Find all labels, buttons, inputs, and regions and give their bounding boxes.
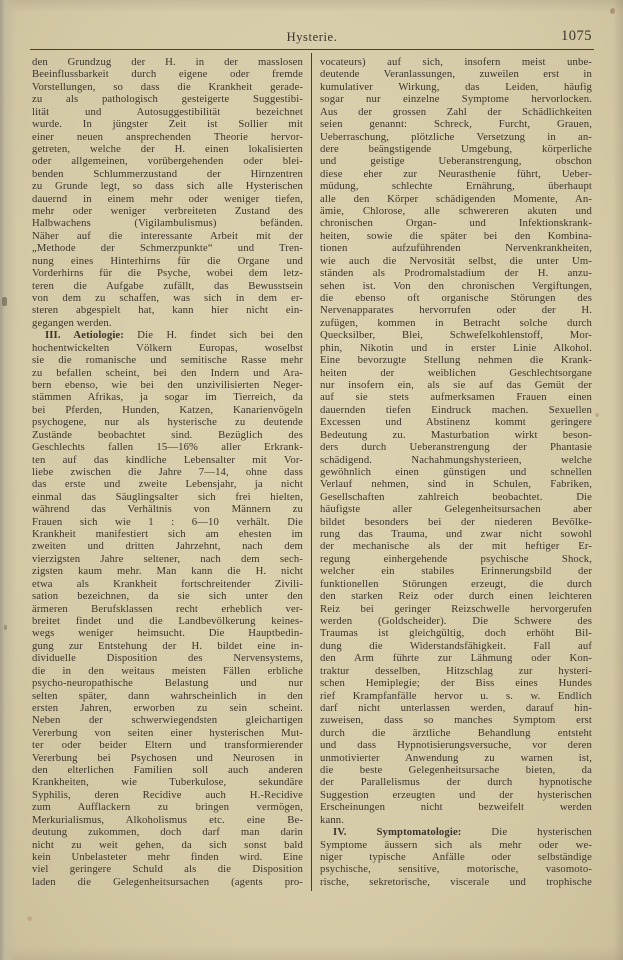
text-line: phin, Nikotin und in erster Linie Alkohol. [320, 341, 592, 354]
text-line: stämmen Afrikas, ja sogar im Tierreich, da [32, 391, 303, 404]
text-line: Verlauf nehmen, sind in Schulen, Fabriken, [320, 478, 592, 491]
paragraph [320, 56, 592, 826]
paragraph [320, 826, 592, 888]
text-line: gewöhnlich einen günstigen und schnellen [320, 465, 592, 478]
text-line: heiten, sowie die später bei den Kombina- [320, 229, 592, 242]
text-line: zu Grunde legt, so dass sich alle Hysterischen [32, 180, 303, 193]
text-line: Zustände beobachtet sind. Bezüglich des [32, 428, 303, 441]
text-line: ständen als Prodromalstadium der H. anzu- [320, 267, 592, 280]
text-line: werden (Goldscheider). Die Schwere des [320, 614, 592, 627]
text-line: ersten Jahren, erworben zu sein scheint. [32, 701, 303, 714]
text-line: den Grundzug der H. in der masslosen [32, 56, 303, 68]
text-line: Neben der schwerwiegendsten gleichartigen [32, 714, 303, 727]
text-line: funktionellen Störungen erzeugt, die durch [320, 577, 592, 590]
text-line: Beeinflussbarkeit durch eigene oder fremde [32, 68, 303, 81]
text-line: Vorstellungen, so dass die Krankheit gerade- [32, 80, 303, 93]
text-line: kumulativer Wirkung, das Leiden, häufig [320, 80, 592, 93]
text-line: den Arm führte zur Lähmung oder Kon- [320, 652, 592, 665]
text-line: der mechanische als der mit heftiger Er- [320, 540, 592, 553]
text-line: und dass Hypnotisierungsversuche, vor deren [320, 739, 592, 752]
text-line: wegs weniger heimsucht. Die Hauptbedin- [32, 627, 303, 640]
text-line: bildet besonders bei der niederen Bevölke- [320, 515, 592, 528]
text-line: Vererbung bei Psychosen und Neurosen in [32, 751, 303, 764]
text-line: schädigend. Nachahmungshysterieen, welche [320, 453, 592, 466]
text-line: psychische, sensitive, motorische, vasomoto- [320, 863, 592, 876]
text-line: sogar nur einzelne Symptome hervorlocken. [320, 93, 592, 106]
page-header [32, 30, 592, 48]
scan-speck [595, 413, 599, 417]
text-line: lität und Autosuggestibilität bezeichnet [32, 105, 303, 118]
text-line: sehen ist. Von den chronischen Vergiftungen, [320, 279, 592, 292]
text-line: durch die ärztliche Behandlung entsteht [320, 726, 592, 739]
text-line: alle den Körper schädigenden Momente, An- [320, 192, 592, 205]
text-line: selten später, dann wahrscheinlich in den [32, 689, 303, 702]
text-line: chronischen Organ- und Infektionskrank- [320, 217, 592, 230]
text-line: Traumas ist gleichgültig, doch erhöht Bil- [320, 627, 592, 640]
text-line: rung das Trauma, und zwar nicht sowohl [320, 528, 592, 541]
text-line: den starken Reiz oder durch einen leichteren [320, 590, 592, 603]
text-line: zufügen, kommen in Betracht solche durch [320, 316, 592, 329]
text-line: zigsten kaum mehr. Man kann die H. nicht [32, 565, 303, 578]
text-line: niger typische Anfälle oder selbständige [320, 851, 592, 863]
text-line: unmotivierter Anwendung zu warnen ist, [320, 751, 592, 764]
text-line: deutung zukommen, doch darf man darin [32, 826, 303, 839]
text-line: IV. Symptomatologie: Die hysterischen [333, 826, 592, 839]
text-line: Vorderhirns für die Psyche, wobei dem letz- [32, 267, 303, 280]
text-line: ders durch Ueberanstrengung der Phantasie [320, 441, 592, 454]
header-rule [30, 49, 594, 50]
text-line: Quecksilber, Blei, Schwefelkohlenstoff, Mor- [320, 329, 592, 342]
text-line: die ebenso oft organische Störungen des [320, 292, 592, 305]
text-line: psychogene, nur als hysterische zu deutende [32, 416, 303, 429]
text-line: zuweisen, dass so manches Symptom erst [320, 714, 592, 727]
text-line: vierzigsten Jahre seltener, nach dem sech- [32, 552, 303, 565]
text-line: Geschlechts fallen 15—16% aller Erkrank- [32, 441, 303, 454]
text-line: kein Unbelasteter mehr finden wird. Eine [32, 851, 303, 863]
text-line: Reiz bei geringer Reizschwelle hervorgerufen [320, 602, 592, 615]
text-line: viel geringere Schuld als die Disposition [32, 863, 303, 876]
text-line: Frauen sich wie 1 : 6—10 verhält. Die [32, 515, 303, 528]
text-line: heiten der weiblichen Geschlechtsorgane [320, 366, 592, 379]
text-line: regung einhergehende psychische Shock, [320, 552, 592, 565]
text-columns [32, 56, 592, 896]
text-line: welcher ein stabiles Erinnerungsbild der [320, 565, 592, 578]
text-line: III. Aetiologie: Die H. findet sich bei den [45, 329, 303, 342]
text-line: von dem zu schaffen, was sich in dem er- [32, 292, 303, 305]
text-line: psycho-neuropathische Belastung und nur [32, 677, 303, 690]
text-line: Bedeutung zu. Masturbation wirkt beson- [320, 428, 592, 441]
text-line: breitet findet und die Landbevölkerung keines- [32, 614, 303, 627]
text-line: die beste Gelegenheitsursache bieten, da [320, 764, 592, 777]
text-line: diese eher zur Neurasthenie führt, Ueber- [320, 167, 592, 180]
text-line: auf sie stets aufmerksamen Frauen einen [320, 391, 592, 404]
text-line: einmal das Säuglingsalter sich frei hielten, [32, 490, 303, 503]
text-line: ter oder beider Eltern und transformierender [32, 739, 303, 752]
text-line: zu befallen scheint, bei den Indern und Ara- [32, 366, 303, 379]
running-title: Hysterie. [286, 30, 338, 44]
text-line: dividuelle Disposition des Nervensystems, [32, 652, 303, 665]
scan-speck [27, 916, 32, 921]
text-line: gegangen werden. [32, 316, 112, 329]
text-line: Excessen und Abstinenz kommt geringere [320, 416, 592, 429]
text-line: Krankheit manifestiert sich am ehesten im [32, 528, 303, 541]
text-line: ärmeren Berufsklassen recht erheblich ver- [32, 602, 303, 615]
text-line: oder allgemeinen, vorübergehenden oder blei- [32, 155, 303, 168]
text-line: müdung, schlechte Ernährung, überhaupt [320, 180, 592, 193]
text-line: dauernden tiefen Eindruck machen. Sexuellen [320, 403, 592, 416]
text-line: deutende Veranlassungen, zuweilen erst in [320, 68, 592, 81]
text-line: traktur desselben, Hitzschlag zur hysteri- [320, 664, 592, 677]
text-line: laden die Gelegenheitsursachen (agents pro- [32, 875, 303, 888]
paragraph [32, 56, 303, 329]
text-line: die in den weitaus meisten Fällen erbliche [32, 664, 303, 677]
scan-speck [2, 297, 7, 306]
scan-speck [4, 625, 7, 630]
text-line: häufigste aller Gelegenheitsursachen aber [320, 503, 592, 516]
text-line: Suggestion erzeugten und der hysterischen [320, 788, 592, 801]
text-line: Symptome äussern sich als mehr oder we- [320, 838, 592, 851]
text-line: liebe zwischen die Jahre 7—14, ohne dass [32, 465, 303, 478]
text-line: zweiten und dritten Jahrzehnt, nach dem [32, 540, 303, 553]
text-line: einer neuen ansprechenden Theorie hervor- [32, 130, 303, 143]
text-line: nicht zu weit gehen, da sich sonst bald [32, 838, 303, 851]
text-line: Krankheiten, wie Tuberkulose, sekundäre [32, 776, 303, 789]
text-line: nur insofern ein, als sie auf das Gemüt der [320, 378, 592, 391]
text-line: Näher auf die interessante Arbeit mit der [32, 229, 303, 242]
text-line: Syphilis, deren Recidive auch H.-Recidive [32, 788, 303, 801]
text-line: mehr oder weniger verbreiteten Zustand des [32, 205, 303, 218]
column-divider [311, 53, 312, 891]
text-line: Vererbung von seiten einer hysterischen Mut- [32, 726, 303, 739]
paragraph [32, 329, 303, 888]
text-line: zum Aufflackern zu bringen vermögen, [32, 801, 303, 814]
text-line: darf nicht unterlassen werden, darauf hin- [320, 701, 592, 714]
page-number: 1075 [561, 28, 592, 44]
text-line: teren die Aufgabe zufällt, das Bewusstsein [32, 279, 303, 292]
text-line: Nervenapparates hervorrufen oder der H. [320, 304, 592, 317]
text-line: ten auf das kindliche Lebensalter mit Vor- [32, 453, 303, 466]
text-line: getreten, welche der H. einen lokalisierten [32, 142, 303, 155]
text-line: sie die romanische und semitische Rasse mehr [32, 354, 303, 367]
text-line: Ueberraschung, plötzliche Versetzung in an- [320, 130, 592, 143]
text-line: Gesellschaften zahlreich beobachtet. Die [320, 490, 592, 503]
text-line: dere beängstigende Umgebung, körperliche [320, 142, 592, 155]
text-line: ämie, Chlorose, alle schwereren akuten und [320, 205, 592, 218]
text-line: vocateurs) auf sich, insofern meist unbe- [320, 56, 592, 68]
text-line: tionen aufzuführenden Nervenkrankheiten, [320, 242, 592, 255]
text-line: Erscheinungen nicht bezweifelt werden [320, 801, 592, 814]
text-line: wurde. In jüngster Zeit ist Sollier mit [32, 118, 303, 131]
text-line: „Methode der Schmerzpunkte“ und Tren- [32, 242, 303, 255]
text-line: gung zur Entstehung der H. bildet eine in- [32, 639, 303, 652]
text-line: dung die Widerstandsfähigkeit. Fall auf [320, 639, 592, 652]
text-line: bern ebenso, wie bei den unzivilisierten Neger- [32, 378, 303, 391]
text-line: rief Krampfanfälle hervor u. s. w. Endlich [320, 689, 592, 702]
text-line: zu als pathologisch gesteigerte Suggestibi- [32, 93, 303, 106]
text-line: Aus der grossen Zahl der Schädlichkeiten [320, 105, 592, 118]
text-line: dauernd in einem mehr oder weniger tiefen, [32, 192, 303, 205]
scan-speck [610, 8, 615, 14]
text-line: Eine bevorzugte Stellung nehmen die Krank- [320, 354, 592, 367]
text-line: nung eines Hinterhirns für die Organe und [32, 254, 303, 267]
text-line: Merkurialismus, Alkoholismus etc. eine Be- [32, 813, 303, 826]
text-line: und geistige Ueberanstrengung, obschon [320, 155, 592, 168]
text-line: rische, sekretorische, viscerale und trophische [320, 875, 592, 888]
text-line: der Parallelismus der durch hypnotische [320, 776, 592, 789]
text-line: steren abgespielt hat, kann hier nicht ein- [32, 304, 303, 317]
text-line: den elterlichen Familien soll auch anderen [32, 764, 303, 777]
text-column-right [320, 56, 592, 888]
text-line: schen Hemiplegie; der Biss eines Hundes [320, 677, 592, 690]
text-line: während das Verhältnis von Männern zu [32, 503, 303, 516]
text-line: das erste und zweite Lebensjahr, ja nicht [32, 478, 303, 491]
text-line: kann. [320, 813, 345, 826]
text-line: wie auch die Nervosität selbst, die unter Um- [320, 254, 592, 267]
text-line: Halbwachens (Vigilambulismus) befänden. [32, 217, 303, 230]
text-line: hochentwickelten Völkern Europas, woselbst [32, 341, 303, 354]
text-line: sation bezeichnen, da sie sich unter den [32, 590, 303, 603]
text-line: etwa als Krankheit fortschreitender Zivili- [32, 577, 303, 590]
text-column-left [32, 56, 303, 888]
text-line: bei Pferden, Hunden, Katzen, Kanarienvögeln [32, 403, 303, 416]
text-line: seien genannt: Schreck, Furcht, Grauen, [320, 118, 592, 131]
text-line: benden Schlummerzustand der Hirnzentren [32, 167, 303, 180]
